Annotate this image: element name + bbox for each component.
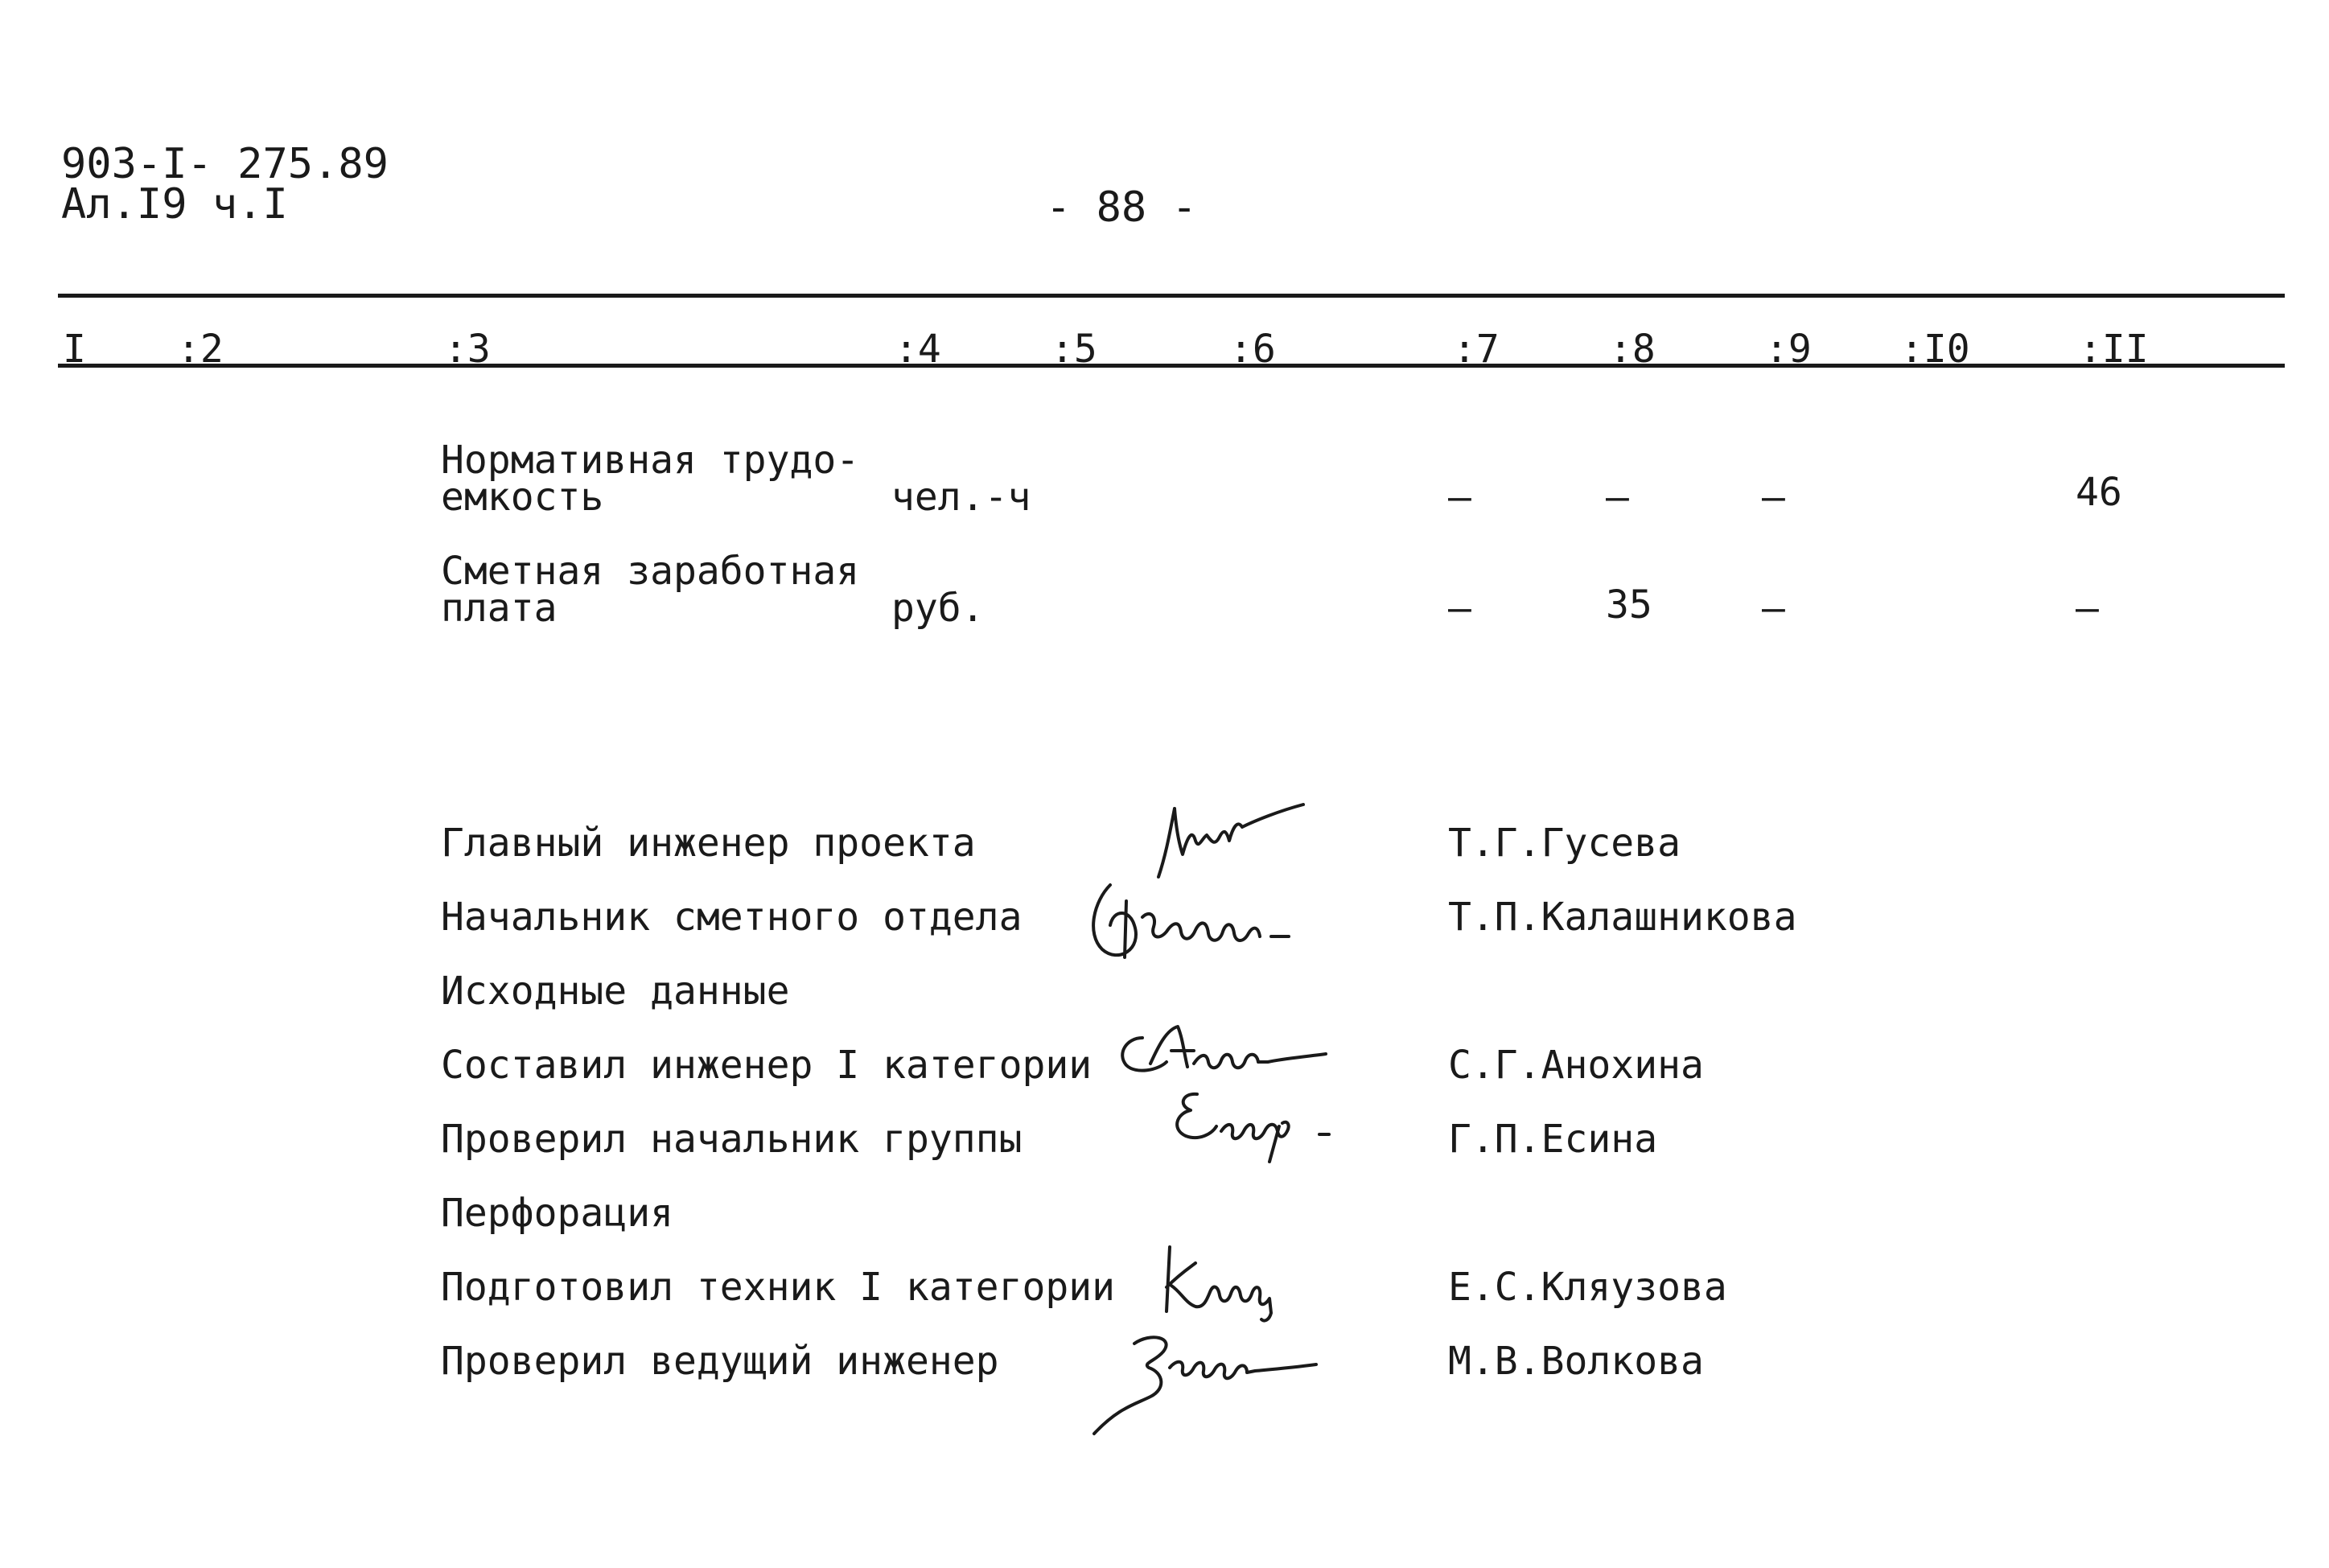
row-2-col7: – [1448, 586, 1471, 631]
column-header-5: :5 [1051, 327, 1097, 372]
role-checked-by-lead-engineer: Проверил ведущий инженер [441, 1339, 999, 1384]
row-1-col11: 46 [2076, 470, 2122, 515]
column-header-7: :7 [1453, 327, 1500, 372]
column-header-4: :4 [895, 327, 941, 372]
name-checked-by-lead-engineer: М.В.Волкова [1448, 1339, 1704, 1384]
role-perforation: Перфорация [441, 1191, 673, 1236]
handwritten-signature-estimate-head [1078, 869, 1319, 982]
column-header-9: :9 [1765, 327, 1812, 372]
document-code: 903-I- 275.89 [61, 140, 389, 188]
row-1-unit: чел.-ч [891, 475, 1031, 520]
row-2-col9: – [1762, 586, 1785, 631]
row-1-name-line2: емкость [441, 475, 604, 520]
handwritten-signature-prepared-by [1150, 1239, 1311, 1327]
column-header-1: I [63, 327, 86, 372]
handwritten-signature-compiled-by [1110, 1014, 1343, 1086]
row-2-col11: – [2076, 586, 2099, 631]
name-compiled-by: С.Г.Анохина [1448, 1043, 1704, 1088]
column-header-2: :2 [177, 327, 224, 372]
column-header-3: :3 [444, 327, 491, 372]
row-1-col9: – [1762, 475, 1785, 520]
row-2-unit: руб. [891, 586, 985, 631]
column-header-8: :8 [1609, 327, 1656, 372]
column-header-6: :6 [1229, 327, 1276, 372]
page-number: - 88 - [1046, 183, 1197, 232]
row-1-name-line1: Нормативная трудо- [441, 438, 860, 483]
role-source-data: Исходные данные [441, 969, 790, 1014]
row-1-col7: – [1448, 475, 1471, 520]
album-reference: Ал.I9 ч.I [61, 180, 288, 228]
row-2-name-line1: Сметная заработная [441, 549, 860, 594]
row-2-name-line2: плата [441, 586, 558, 631]
column-header-10: :I0 [1900, 327, 1970, 372]
handwritten-signature-group-head [1158, 1078, 1352, 1167]
role-checked-by-group-head: Проверил начальник группы [441, 1117, 1023, 1162]
name-prepared-by: Е.С.Кляузова [1448, 1265, 1727, 1310]
role-compiled-by: Составил инженер I категории [441, 1043, 1092, 1088]
table-top-rule [58, 294, 2285, 298]
handwritten-signature-lead-engineer [1086, 1319, 1327, 1440]
role-prepared-by: Подготовил техник I категории [441, 1265, 1116, 1310]
role-chief-engineer: Главный инженер проекта [441, 821, 976, 866]
name-estimate-head: Т.П.Калашникова [1448, 895, 1797, 940]
row-2-col8: 35 [1606, 582, 1652, 628]
name-checked-by-group-head: Г.П.Есина [1448, 1117, 1658, 1162]
role-estimate-head: Начальник сметного отдела [441, 895, 1023, 940]
column-header-11: :II [2079, 327, 2149, 372]
name-chief-engineer: Т.Г.Гусева [1448, 821, 1681, 866]
row-1-col8: – [1606, 475, 1629, 520]
